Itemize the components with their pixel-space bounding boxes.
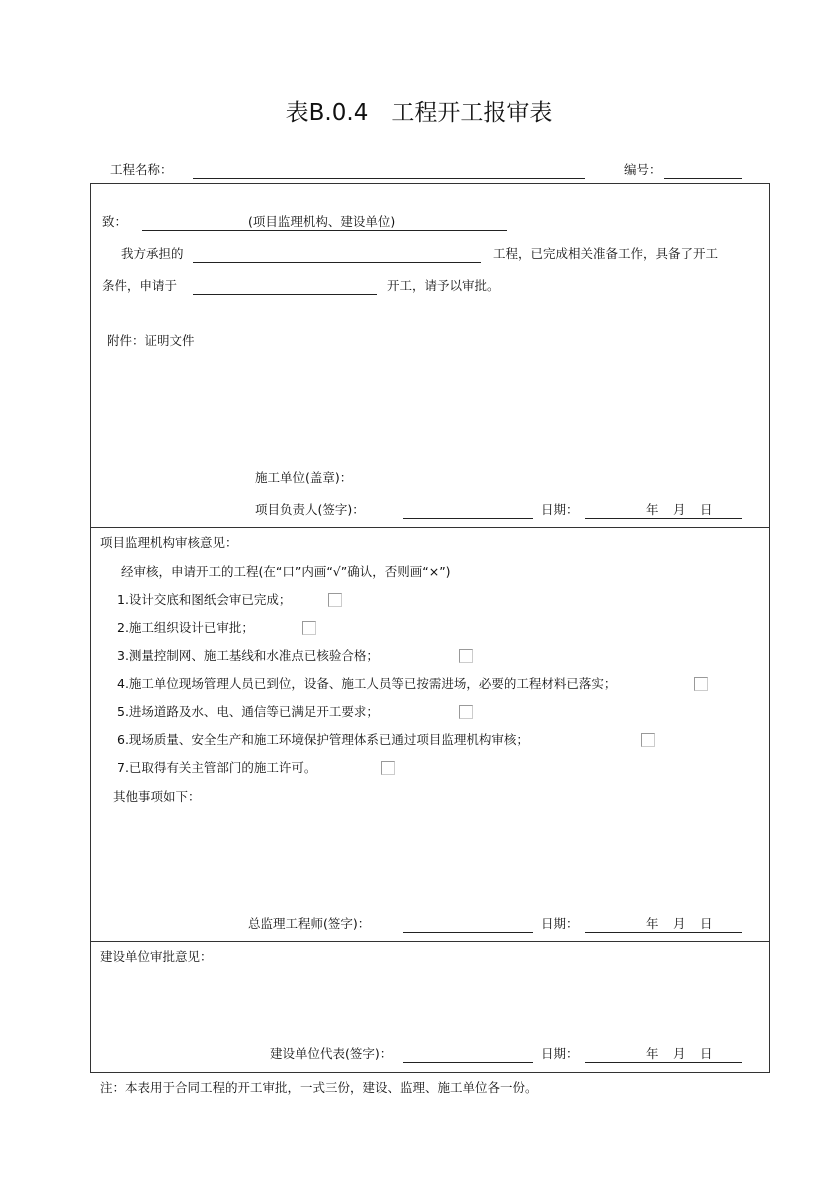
review-item: 5.进场道路及水、电、通信等已满足开工要求； (117, 704, 379, 719)
day-label: 日 (700, 1046, 713, 1061)
line2-prefix: 条件，申请于 (102, 278, 178, 293)
project-name-field[interactable] (193, 178, 585, 179)
chief-signature-field[interactable] (403, 932, 533, 933)
page-title: 表B.0.4 工程开工报审表 (285, 100, 553, 126)
seal-label: 施工单位(盖章)： (255, 470, 353, 485)
year-label: 年 (646, 1046, 659, 1061)
date-field[interactable] (585, 1062, 742, 1063)
to-hint: (项目监理机构、建设单位) (248, 214, 396, 229)
day-label: 日 (700, 502, 713, 517)
review-intro: 经审核，申请开工的工程(在“口”内画“√”确认，否则画“×”) (121, 564, 451, 579)
other-matters-label: 其他事项如下： (113, 789, 201, 804)
attachment-label: 附件：证明文件 (107, 333, 195, 348)
owner-signature-field[interactable] (403, 1062, 533, 1063)
review-checkbox[interactable] (381, 761, 395, 775)
review-title: 项目监理机构审核意见： (100, 535, 238, 550)
number-field[interactable] (664, 178, 742, 179)
month-label: 月 (673, 502, 686, 517)
to-label: 致： (102, 214, 128, 229)
signature-field[interactable] (403, 518, 533, 519)
month-label: 月 (673, 1046, 686, 1061)
date-field[interactable] (585, 932, 742, 933)
project-field[interactable] (193, 262, 481, 263)
start-date-field[interactable] (193, 294, 377, 295)
signer-label: 项目负责人(签字)： (255, 502, 365, 517)
number-label: 编号： (624, 162, 662, 177)
owner-signer-label: 建设单位代表(签字)： (270, 1046, 393, 1061)
review-item: 2.施工组织设计已审批； (117, 620, 254, 635)
date-label: 日期： (541, 1046, 579, 1061)
date-field[interactable] (585, 518, 742, 519)
review-item: 6.现场质量、安全生产和施工环境保护管理体系已通过项目监理机构审核； (117, 732, 529, 747)
date-label: 日期： (541, 502, 579, 517)
line2-suffix: 开工，请予以审批。 (387, 278, 500, 293)
review-checkbox[interactable] (459, 705, 473, 719)
review-checkbox[interactable] (328, 593, 342, 607)
project-name-label: 工程名称： (110, 162, 173, 177)
divider (90, 527, 769, 528)
to-field[interactable] (142, 230, 507, 231)
day-label: 日 (700, 916, 713, 931)
review-item: 7.已取得有关主管部门的施工许可。 (117, 760, 317, 775)
review-checkbox[interactable] (459, 649, 473, 663)
review-item: 1.设计交底和图纸会审已完成； (117, 592, 292, 607)
line1-suffix: 工程，已完成相关准备工作，具备了开工 (493, 246, 719, 261)
footnote: 注：本表用于合同工程的开工审批，一式三份，建设、监理、施工单位各一份。 (100, 1080, 538, 1095)
review-checkbox[interactable] (302, 621, 316, 635)
line1-prefix: 我方承担的 (121, 246, 184, 261)
review-checkbox[interactable] (641, 733, 655, 747)
chief-signer-label: 总监理工程师(签字)： (248, 916, 371, 931)
date-label: 日期： (541, 916, 579, 931)
approval-title: 建设单位审批意见： (100, 949, 213, 964)
month-label: 月 (673, 916, 686, 931)
divider (90, 941, 769, 942)
year-label: 年 (646, 916, 659, 931)
review-item: 4.施工单位现场管理人员已到位，设备、施工人员等已按需进场，必要的工程材料已落实； (117, 676, 617, 691)
year-label: 年 (646, 502, 659, 517)
review-item: 3.测量控制网、施工基线和水准点已核验合格； (117, 648, 379, 663)
review-checkbox[interactable] (694, 677, 708, 691)
